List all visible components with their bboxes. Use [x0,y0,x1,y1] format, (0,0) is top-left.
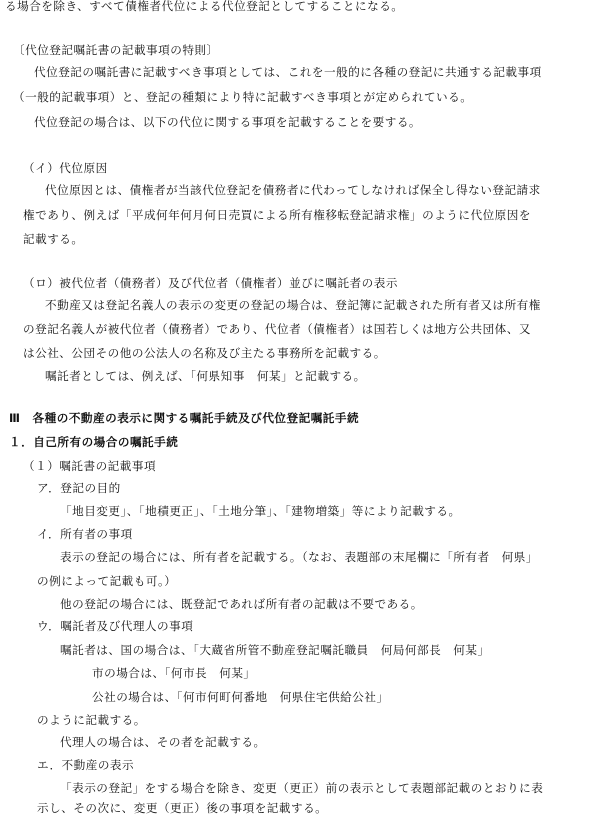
item-heading: イ．所有者の事項 [37,527,133,541]
text-line: る場合を除き、すべて債権者代位による代位登記としてすることになる。 [5,0,404,13]
text-line: の登記名義人が被代位者（債務者）であり、代位者（債権者）は国若しくは地方公共団体、又 [23,322,531,336]
text-line: 権であり、例えば「平成何年何月何日売買による所有権移転登記請求権」のように代位原因を [23,208,531,222]
text-line: 示し、その次に、変更（更正）後の事項を記載する。 [37,801,328,815]
text-line: のように記載する。 [37,713,146,727]
text-line: 記載する。 [23,232,84,246]
item-heading: ウ．嘱託者及び代理人の事項 [37,619,194,633]
text-line: は公社、公団その他の公法人の名称及び主たる事務所を記載する。 [23,346,386,360]
subsection-heading: （１）嘱託書の記載事項 [23,459,157,473]
section-heading: 〔代位登記嘱託書の記載事項の特則〕 [13,43,219,57]
text-line: 嘱託者としては、例えば、「何県知事 何某」と記載する。 [45,369,366,383]
text-line: 代位原因とは、債権者が当該代位登記を債務者に代わってしなければ保全し得ない登記請求 [45,183,541,197]
subsection-heading: （イ）代位原因 [23,161,108,175]
item-heading: ア．登記の目的 [37,481,121,495]
text-line: 他の登記の場合には、既登記であれば所有者の記載は不要である。 [60,597,423,611]
item-heading: エ．不動産の表示 [37,758,135,772]
text-line: 代位登記の場合は、以下の代位に関する事項を記載することを要する。 [34,115,422,129]
subsection-heading: （ロ）被代位者（債務者）及び代位者（債権者）並びに嘱託者の表示 [23,276,398,290]
text-line: 表示の登記の場合には、所有者を記載する。（なお、表題部の末尾欄に「所有者 何県」 [60,550,538,564]
text-line: 「地目変更」、「地積更正」、「土地分筆」、「建物増築」等により記載する。 [60,504,461,518]
text-line: 「表示の登記」をする場合を除き、変更（更正）前の表示として表題部記載のとおりに表 [60,781,544,795]
chapter-heading: Ⅲ 各種の不動産の表示に関する嘱託手続及び代位登記嘱託手続 [9,411,360,425]
text-line: 嘱託者は、国の場合は、「大蔵省所管不動産登記嘱託職員 何局何部長 何某」 [60,643,490,657]
text-line: 市の場合は、「何市長 何某」 [92,666,256,680]
section-heading: １．自己所有の場合の嘱託手続 [9,435,179,449]
text-line: 公社の場合は、「何市何町何番地 何県住宅供給公社」 [92,690,389,704]
text-line: 不動産又は登記名義人の表示の変更の登記の場合は、登記簿に記載された所有者又は所有権 [45,298,541,312]
text-line: の例によって記載も可。） [37,574,177,588]
text-line: （一般的記載事項）と、登記の種類により特に記載すべき事項とが定められている。 [13,90,473,104]
text-line: 代位登記の嘱託書に記載すべき事項としては、これを一般的に各種の登記に共通する記載事項 [34,65,542,79]
text-line: 代理人の場合は、その者を記載する。 [60,735,266,749]
